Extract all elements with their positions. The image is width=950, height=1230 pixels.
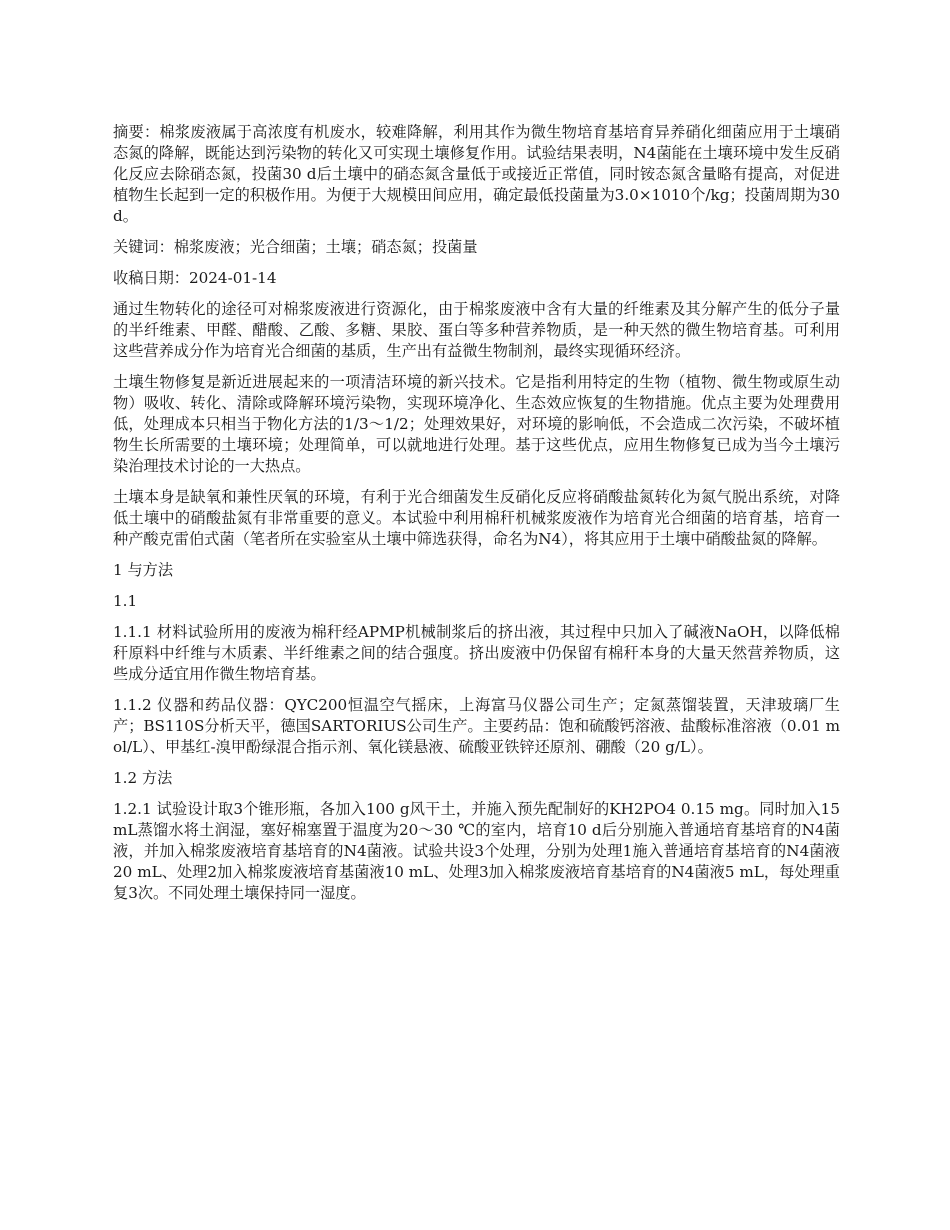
document-body	[113, 122, 840, 914]
design-paragraph: 1.2.1 试验设计取3个锥形瓶，各加入100 g风干土，并施入预先配制好的KH2PO4 0.15 mg。同时加入15 mL蒸馏水将土润湿，塞好棉塞置于温度为20～30 ℃的室内，培育10 d后分别施入普通培育基培育的N4菌液，并加入棉浆废液培育基培育的N4菌液。试验共设3个处理，分别为处理1施入普通培育基培育的N4菌液20 mL、处理2加入棉浆废液培育基菌液10 mL、处理3加入棉浆废液培育基培育的N4菌液5 mL，每处理重复3次。不同处理土壤保持同一湿度。	[113, 800, 840, 902]
keywords: 关键词：棉浆废液；光合细菌；土壤；硝态氮；投菌量	[113, 238, 478, 256]
subsection-heading: 1.1	[113, 592, 138, 610]
intro-paragraph: 土壤生物修复是新近进展起来的一项清洁环境的新兴技术。它是指利用特定的生物（植物、微生物或原生动物）吸收、转化、清除或降解环境污染物，实现环境净化、生态效应恢复的生物措施。优点主要为处理费用低，处理成本只相当于物化方法的1/3～1/2；处理效果好，对环境的影响低，不会造成二次污染，不破坏植物生长所需要的土壤环境；处理简单，可以就地进行处理。基于这些优点，应用生物修复已成为当今土壤污染治理技术讨论的一大热点。	[113, 373, 840, 475]
subsection-heading: 1.2 方法	[113, 769, 173, 787]
section-heading: 1 与方法	[113, 561, 174, 579]
abstract: 摘要：棉浆废液属于高浓度有机废水，较难降解，利用其作为微生物培育基培育异养硝化细菌应用于土壤硝态氮的降解，既能达到污染物的转化又可实现土壤修复作用。试验结果表明，N4菌能在土壤环境中发生反硝化反应去除硝态氮，投菌30 d后土壤中的硝态氮含量低于或接近正常值，同时铵态氮含量略有提高，对促进植物生长起到一定的积极作用。为便于大规模田间应用，确定最低投菌量为3.0×1010个/kg；投菌周期为30 d。	[113, 123, 840, 225]
instruments-paragraph: 1.1.2 仪器和药品仪器：QYC200恒温空气摇床，上海富马仪器公司生产；定氮蒸馏装置，天津玻璃厂生产；BS110S分析天平，德国SARTORIUS公司生产。主要药品：饱和硫酸钙溶液、盐酸标准溶液（0.01 mol/L）、甲基红-溴甲酚绿混合指示剂、氧化镁悬液、硫酸亚铁锌还原剂、硼酸（20 g/L）。	[113, 696, 840, 756]
materials-paragraph: 1.1.1 材料试验所用的废液为棉秆经APMP机械制浆后的挤出液，其过程中只加入了碱液NaOH，以降低棉秆原料中纤维与木质素、半纤维素之间的结合强度。挤出废液中仍保留有棉秆本身的大量天然营养物质，这些成分适宜用作微生物培育基。	[113, 623, 840, 683]
received-date: 收稿日期：2024-01-14	[113, 269, 277, 287]
intro-paragraph: 通过生物转化的途径可对棉浆废液进行资源化，由于棉浆废液中含有大量的纤维素及其分解产生的低分子量的半纤维素、甲醛、醋酸、乙酸、多糖、果胶、蛋白等多种营养物质，是一种天然的微生物培育基。可利用这些营养成分作为培育光合细菌的基质，生产出有益微生物制剂，最终实现循环经济。	[113, 300, 840, 360]
intro-paragraph: 土壤本身是缺氧和兼性厌氧的环境，有利于光合细菌发生反硝化反应将硝酸盐氮转化为氮气脱出系统，对降低土壤中的硝酸盐氮有非常重要的意义。本试验中利用棉秆机械浆废液作为培育光合细菌的培育基，培育一种产酸克雷伯式菌（笔者所在实验室从土壤中筛选获得，命名为N4），将其应用于土壤中硝酸盐氮的降解。	[113, 488, 840, 548]
